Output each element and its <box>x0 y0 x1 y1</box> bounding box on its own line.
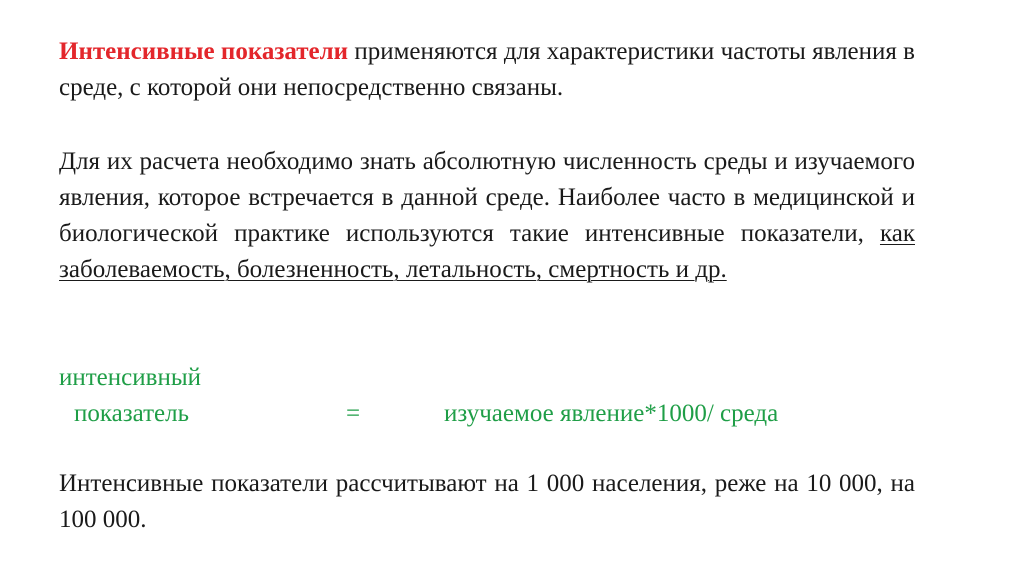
intro-paragraph <box>59 34 915 106</box>
formula-lhs-line1: интенсивный <box>59 364 201 391</box>
calculation-paragraph <box>59 144 915 288</box>
calculation-text: Для их расчета необходимо знать абсолютную численность среды и изучаемого явления, которое встречается в данной среде. Наиболее часто в медицинской и биологической практике используются такие интенсивные показатели, <box>59 148 915 247</box>
examples-underlined: как заболеваемость, болезненность, летальность, смертность и др. <box>59 220 915 283</box>
per-population-text: Интенсивные показатели рассчитывают на 1 000 населения, реже на 10 000, на 100 000. <box>59 470 915 533</box>
formula-rhs: изучаемое явление*1000/ среда <box>444 400 779 427</box>
key-term: Интенсивные показатели <box>59 38 349 65</box>
formula-equals-sign: = <box>346 400 361 427</box>
per-population-paragraph <box>59 466 915 538</box>
intro-text: применяются для характеристики частоты явления в среде, с которой они непосредственно связаны. <box>59 38 915 101</box>
formula-lhs-line2: показатель <box>74 400 189 427</box>
